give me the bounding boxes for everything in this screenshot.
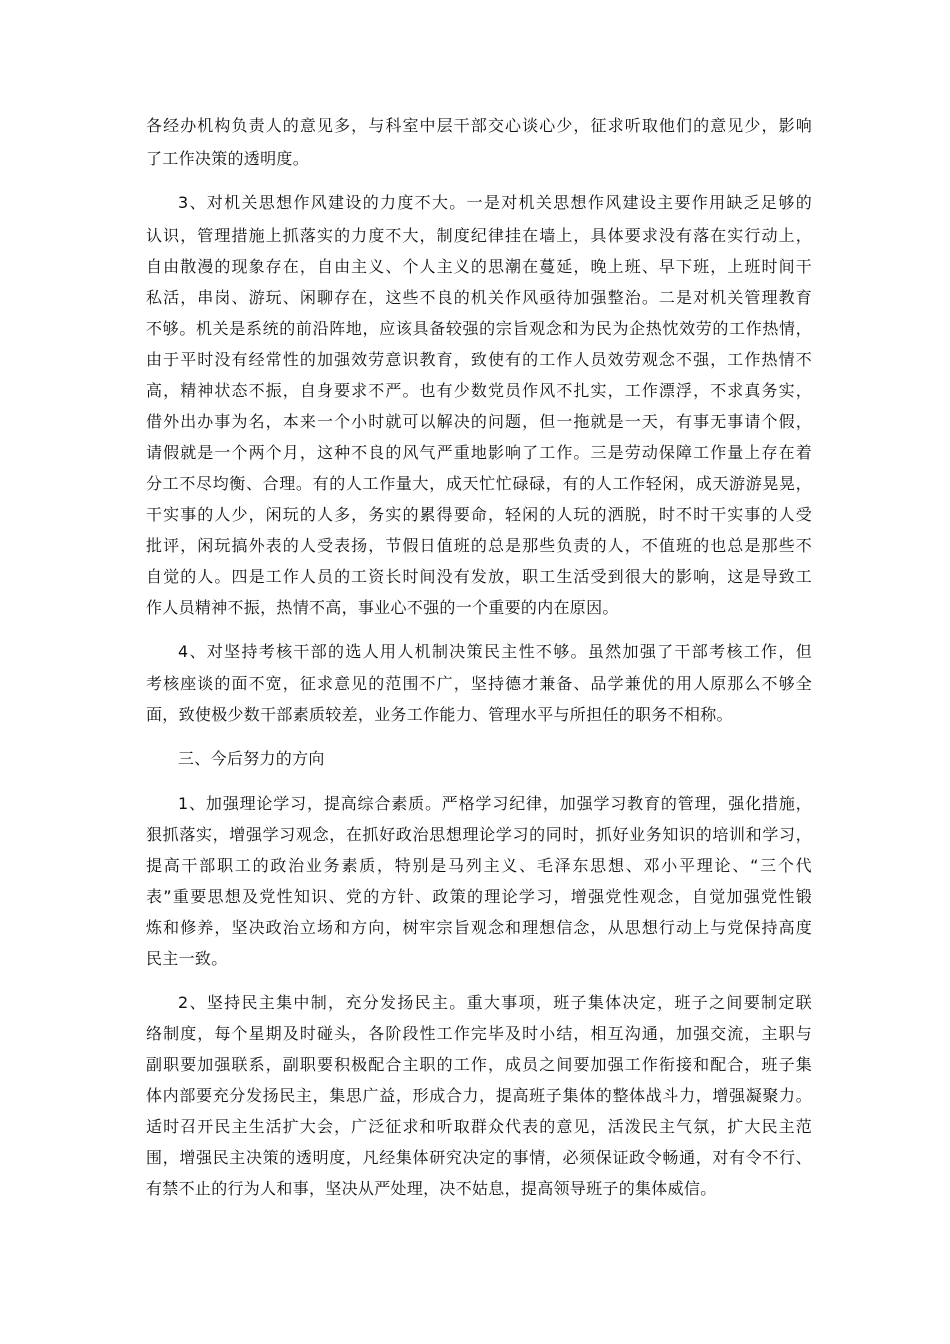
- text-line: 1、加强理论学习，提高综合素质。严格学习纪律，加强学习教育的管理，强化措施，: [178, 794, 812, 813]
- text-line: 不够。机关是系统的前沿阵地，应该具备较强的宗旨观念和为民为企热忱效劳的工作热情，: [146, 319, 812, 338]
- text-line: 狠抓落实，增强学习观念，在抓好政治思想理论学习的同时，抓好业务知识的培训和学习，: [146, 825, 812, 844]
- text-line: 分工不尽均衡、合理。有的人工作量大，成天忙忙碌碌，有的人工作轻闲，成天游游晃晃，: [146, 474, 812, 493]
- text-line: 适时召开民主生活扩大会，广泛征求和听取群众代表的意见，活泼民主气氛，扩大民主范: [146, 1117, 812, 1136]
- text-line: 面，致使极少数干部素质较差，业务工作能力、管理水平与所担任的职务不相称。: [146, 705, 733, 724]
- text-line: 自由散漫的现象存在，自由主义、个人主义的思潮在蔓延，晚上班、早下班，上班时间干: [146, 257, 812, 276]
- text-line: 了工作决策的透明度。: [146, 149, 310, 168]
- text-line: 由于平时没有经常性的加强效劳意识教育，致使有的工作人员效劳观念不强，工作热情不: [146, 350, 812, 369]
- text-line: 各经办机构负责人的意见多，与科室中层干部交心谈心少，征求听取他们的意见少，影响: [146, 116, 812, 135]
- text-line: 自觉的人。四是工作人员的工资长时间没有发放，职工生活受到很大的影响，这是导致工: [146, 567, 812, 586]
- text-line: 民主一致。: [146, 949, 228, 968]
- text-line: 认识，管理措施上抓落实的力度不大，制度纪律挂在墙上，具体要求没有落在实行动上，: [146, 226, 812, 245]
- section-heading: 三、今后努力的方向: [178, 749, 325, 768]
- text-line: 体内部要充分发扬民主，集思广益，形成合力，提高班子集体的整体战斗力，增强凝聚力。: [146, 1086, 812, 1105]
- text-line: 作人员精神不振，热情不高，事业心不强的一个重要的内在原因。: [146, 598, 619, 617]
- text-line: 4、对坚持考核干部的选人用人机制决策民主性不够。虽然加强了干部考核工作，但: [178, 642, 812, 661]
- text-line: 副职要加强联系，副职要积极配合主职的工作，成员之间要加强工作衔接和配合，班子集: [146, 1055, 812, 1074]
- text-line: 借外出办事为名，本来一个小时就可以解决的问题，但一拖就是一天，有事无事请个假，: [146, 412, 812, 431]
- text-line: 请假就是一个两个月，这种不良的风气严重地影响了工作。三是劳动保障工作量上存在着: [146, 443, 812, 462]
- text-line: 考核座谈的面不宽，征求意见的范围不广，坚持德才兼备、品学兼优的用人原那么不够全: [146, 674, 812, 693]
- text-line: 3、对机关思想作风建设的力度不大。一是对机关思想作风建设主要作用缺乏足够的: [178, 193, 812, 212]
- text-line: 有禁不止的行为人和事，坚决从严处理，决不姑息，提高领导班子的集体威信。: [146, 1179, 717, 1198]
- text-line: 私活，串岗、游玩、闲聊存在，这些不良的机关作风亟待加强整治。二是对机关管理教育: [146, 288, 812, 307]
- text-line: 炼和修养，坚决政治立场和方向，树牢宗旨观念和理想信念，从思想行动上与党保持高度: [146, 918, 812, 937]
- text-line: 2、坚持民主集中制，充分发扬民主。重大事项，班子集体决定，班子之间要制定联: [178, 993, 812, 1012]
- text-line: 络制度，每个星期及时碰头，各阶段性工作完毕及时小结，相互沟通，加强交流，主职与: [146, 1024, 812, 1043]
- text-line: 表”重要思想及党性知识、党的方针、政策的理论学习，增强党性观念，自觉加强党性锻: [146, 887, 812, 906]
- text-line: 批评，闲玩搞外表的人受表扬，节假日值班的总是那些负责的人，不值班的也总是那些不: [146, 536, 812, 555]
- text-line: 干实事的人少，闲玩的人多，务实的累得要命，轻闲的人玩的洒脱，时不时干实事的人受: [146, 505, 812, 524]
- text-line: 高，精神状态不振，自身要求不严。也有少数党员作风不扎实，工作漂浮，不求真务实，: [146, 381, 812, 400]
- text-line: 提高干部职工的政治业务素质，特别是马列主义、毛泽东思想、邓小平理论、“三个代: [146, 856, 812, 875]
- text-line: 围，增强民主决策的透明度，凡经集体研究决定的事情，必须保证政令畅通，对有令不行、: [146, 1148, 812, 1167]
